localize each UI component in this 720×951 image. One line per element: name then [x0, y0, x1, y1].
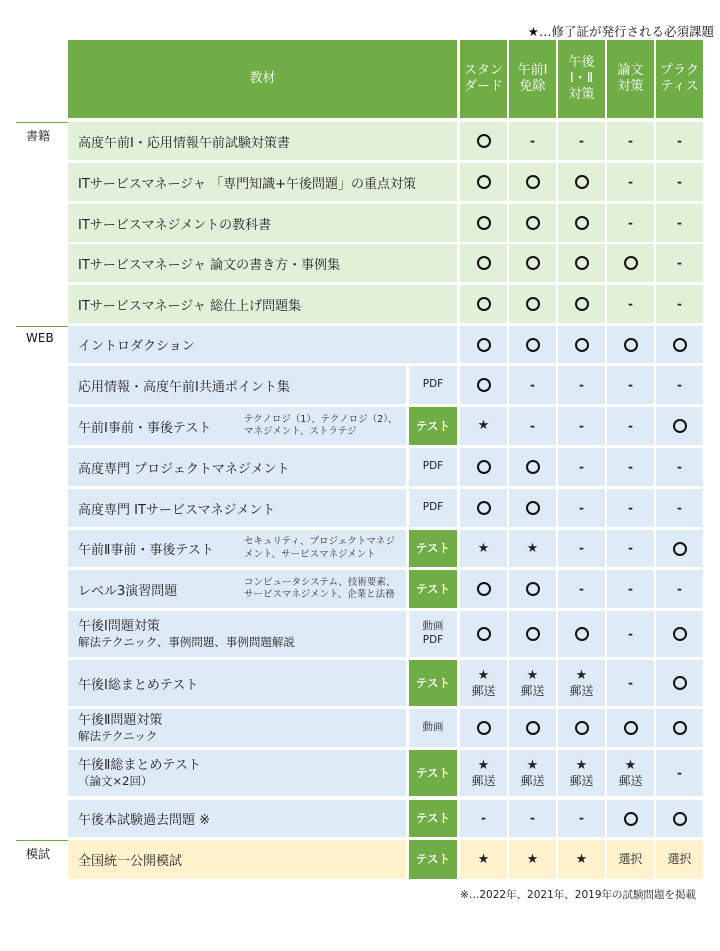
format-tag: PDF — [409, 366, 457, 404]
star-mark-icon: ★ — [526, 668, 539, 683]
dash-mark: - — [628, 174, 633, 189]
mark-cell-col-4 — [656, 840, 703, 879]
mark-cell-col-1 — [509, 163, 556, 201]
material-title-lines — [78, 619, 295, 650]
material-title: 午前Ⅱ事前・事後テスト — [68, 530, 240, 567]
mark-cell-col-4 — [656, 204, 703, 242]
dash-mark: - — [530, 418, 535, 433]
mark-cell-col-4 — [656, 660, 703, 706]
mark-cell-col-0 — [460, 285, 507, 323]
circle-mark-icon — [477, 378, 491, 392]
circle-mark-icon — [477, 338, 491, 352]
material-topics: セキュリティ、プロジェクトマネジメント、サービスマネジメント — [240, 530, 406, 567]
dash-mark: - — [579, 581, 584, 596]
circle-mark-icon — [526, 627, 540, 641]
header-col-0 — [460, 40, 507, 118]
mark-cell-col-1 — [509, 709, 556, 747]
dash-mark: - — [677, 377, 682, 392]
mark-cell-col-4 — [656, 163, 703, 201]
mark-text: 選択 — [618, 852, 643, 867]
mark-cell-col-0 — [460, 244, 507, 282]
mark-text: 郵送 — [569, 683, 594, 698]
circle-mark-icon — [575, 175, 589, 189]
material-title-main: 午後Ⅱ問題対策 — [78, 712, 163, 728]
dash-mark: - — [628, 626, 633, 641]
material-topics: テクノロジ（1）、テクノロジ（2）、マネジメント、ストラテジ — [240, 407, 406, 445]
dash-mark: - — [628, 541, 633, 556]
mark-cell-col-2 — [558, 660, 605, 706]
circle-mark-icon — [477, 721, 491, 735]
mark-cell-col-0 — [460, 366, 507, 404]
dash-mark: - — [579, 133, 584, 148]
dash-mark: - — [579, 811, 584, 826]
circle-mark-icon — [575, 338, 589, 352]
header-col-2 — [558, 40, 605, 118]
dash-mark: - — [628, 500, 633, 515]
mark-cell-col-3 — [607, 570, 654, 608]
mark-cell-col-3 — [607, 326, 654, 363]
dash-mark: - — [628, 418, 633, 433]
star-mark-icon: ★ — [575, 851, 588, 867]
material-title: 高度午前Ⅰ・応用情報午前試験対策書 — [68, 122, 457, 160]
circle-mark-icon — [673, 676, 687, 690]
mark-cell-col-4 — [656, 366, 703, 404]
section-label-web: WEB — [16, 326, 68, 346]
material-title-main: 午後Ⅱ総まとめテスト — [78, 757, 201, 773]
dash-mark: - — [677, 500, 682, 515]
mark-cell-col-4 — [656, 285, 703, 323]
mark-cell-col-0 — [460, 530, 507, 567]
dash-mark: - — [530, 811, 535, 826]
mark-cell-col-0 — [460, 709, 507, 747]
material-title: ITサービスマネージャ 総仕上げ問題集 — [68, 285, 457, 323]
header-col-line: 対策 — [617, 79, 644, 94]
format-tag: 動画 PDF — [409, 611, 457, 657]
star-mark-icon: ★ — [526, 540, 539, 556]
mark-text: 郵送 — [471, 683, 496, 698]
circle-mark-icon — [575, 721, 589, 735]
format-tag: テスト — [409, 660, 457, 706]
mark-text: 郵送 — [471, 773, 496, 788]
circle-mark-icon — [526, 216, 540, 230]
mark-cell-col-4 — [656, 709, 703, 747]
mark-cell-col-1 — [509, 660, 556, 706]
mark-cell-col-3 — [607, 163, 654, 201]
dash-mark: - — [628, 675, 633, 690]
mark-cell-col-3 — [607, 244, 654, 282]
mark-cell-col-1 — [509, 489, 556, 527]
dash-mark: - — [579, 541, 584, 556]
dash-mark: - — [481, 811, 486, 826]
legend-note: ★…修了証が発行される必須課題 — [527, 24, 714, 39]
mark-cell-col-0 — [460, 570, 507, 608]
circle-mark-icon — [673, 812, 687, 826]
dash-mark: - — [628, 581, 633, 596]
material-title-lines — [78, 713, 162, 744]
circle-mark-icon — [526, 297, 540, 311]
mark-cell-col-2 — [558, 709, 605, 747]
mark-cell-col-2 — [558, 204, 605, 242]
header-col-line: Ⅰ・Ⅱ — [569, 70, 594, 86]
material-title: 全国統一公開模試 — [68, 840, 406, 879]
mark-cell-col-0 — [460, 163, 507, 201]
dash-mark: - — [579, 459, 584, 474]
dash-mark: - — [628, 133, 633, 148]
format-tag: PDF — [409, 448, 457, 486]
mark-cell-col-1 — [509, 326, 556, 363]
circle-mark-icon — [575, 256, 589, 270]
circle-mark-icon — [477, 582, 491, 596]
format-tag: テスト — [409, 840, 457, 879]
mark-cell-col-3 — [607, 285, 654, 323]
dash-mark: - — [530, 377, 535, 392]
dash-mark: - — [677, 765, 682, 780]
mark-cell-col-4 — [656, 448, 703, 486]
mark-cell-col-2 — [558, 489, 605, 527]
dash-mark: - — [628, 296, 633, 311]
mark-cell-col-2 — [558, 163, 605, 201]
material-title: レベル3演習問題 — [68, 570, 240, 608]
dash-mark: - — [677, 255, 682, 270]
section-label-mock: 模試 — [16, 840, 68, 860]
mark-text: 郵送 — [520, 683, 545, 698]
circle-mark-icon — [477, 627, 491, 641]
mark-cell-col-1 — [509, 244, 556, 282]
material-title — [68, 611, 406, 657]
footnote: ※…2022年、2021年、2019年の試験問題を掲載 — [460, 889, 696, 901]
circle-mark-icon — [673, 721, 687, 735]
material-title-lines — [78, 758, 201, 789]
mark-cell-col-0 — [460, 204, 507, 242]
mark-cell-col-1 — [509, 611, 556, 657]
mark-cell-col-0 — [460, 326, 507, 363]
mark-cell-col-2 — [558, 366, 605, 404]
circle-mark-icon — [526, 721, 540, 735]
mark-cell-col-0 — [460, 448, 507, 486]
mark-cell-col-1 — [509, 448, 556, 486]
header-col-line: 論文 — [617, 62, 644, 78]
material-title: 高度専門 プロジェクトマネジメント — [68, 448, 406, 486]
dash-mark: - — [677, 174, 682, 189]
mark-cell-col-2 — [558, 285, 605, 323]
section-label-books: 書籍 — [16, 122, 68, 142]
format-tag: 動画 — [409, 709, 457, 747]
circle-mark-icon — [526, 501, 540, 515]
format-tag: PDF — [409, 489, 457, 527]
star-mark-icon: ★ — [624, 758, 637, 773]
mark-cell-col-4 — [656, 611, 703, 657]
header-col-line: 免除 — [519, 79, 546, 94]
header-col-3 — [607, 40, 654, 118]
circle-mark-icon — [477, 134, 491, 148]
header-col-line: ティス — [660, 79, 699, 94]
circle-mark-icon — [526, 460, 540, 474]
mark-cell-col-0 — [460, 660, 507, 706]
mark-cell-col-4 — [656, 570, 703, 608]
mark-text: 選択 — [667, 852, 692, 867]
circle-mark-icon — [624, 338, 638, 352]
mark-cell-col-3 — [607, 366, 654, 404]
circle-mark-icon — [526, 582, 540, 596]
material-title: 午前Ⅰ事前・事後テスト — [68, 407, 240, 445]
mark-cell-col-3 — [607, 660, 654, 706]
material-title: 午後Ⅰ総まとめテスト — [68, 660, 406, 706]
header-material: 教材 — [68, 40, 457, 118]
dash-mark: - — [677, 133, 682, 148]
header-col-1 — [509, 40, 556, 118]
mark-cell-col-2 — [558, 530, 605, 567]
material-title-detail: （論文×2回） — [78, 773, 153, 788]
mark-cell-col-2 — [558, 840, 605, 879]
format-tag: テスト — [409, 530, 457, 567]
mark-cell-col-2 — [558, 326, 605, 363]
material-title-detail: 解法テクニック — [78, 728, 158, 743]
circle-mark-icon — [673, 542, 687, 556]
mark-cell-col-2 — [558, 800, 605, 837]
material-title-main: 午後Ⅰ問題対策 — [78, 618, 160, 634]
header-col-line: プラク — [659, 62, 699, 78]
format-tag: テスト — [409, 407, 457, 445]
dash-mark: - — [677, 215, 682, 230]
format-tag: テスト — [409, 570, 457, 608]
material-title: ITサービスマネージャ 論文の書き方・事例集 — [68, 244, 457, 282]
format-tag: テスト — [409, 750, 457, 796]
circle-mark-icon — [673, 627, 687, 641]
star-mark-icon: ★ — [477, 668, 490, 683]
mark-cell-col-4 — [656, 530, 703, 567]
circle-mark-icon — [477, 175, 491, 189]
circle-mark-icon — [526, 175, 540, 189]
mark-cell-col-1 — [509, 122, 556, 160]
dash-mark: - — [530, 133, 535, 148]
mark-cell-col-2 — [558, 448, 605, 486]
circle-mark-icon — [624, 812, 638, 826]
header-col-line: 対策 — [568, 87, 595, 103]
circle-mark-icon — [575, 216, 589, 230]
mark-text: 郵送 — [520, 773, 545, 788]
star-mark-icon: ★ — [575, 668, 588, 683]
mark-cell-col-2 — [558, 570, 605, 608]
circle-mark-icon — [526, 256, 540, 270]
dash-mark: - — [677, 296, 682, 311]
mark-cell-col-4 — [656, 800, 703, 837]
circle-mark-icon — [673, 419, 687, 433]
mark-cell-col-4 — [656, 244, 703, 282]
star-mark-icon: ★ — [575, 758, 588, 773]
mark-cell-col-3 — [607, 530, 654, 567]
mark-cell-col-3 — [607, 709, 654, 747]
mark-cell-col-0 — [460, 611, 507, 657]
dash-mark: - — [677, 459, 682, 474]
dash-mark: - — [628, 459, 633, 474]
mark-cell-col-0 — [460, 489, 507, 527]
header-col-4 — [656, 40, 703, 118]
material-topics: コンピュータシステム、技術要素、サービスマネジメント、企業と法務 — [240, 570, 406, 608]
mark-cell-col-2 — [558, 244, 605, 282]
material-title-detail: 解法テクニック、事例問題、事例問題解説 — [78, 634, 295, 649]
mark-cell-col-0 — [460, 800, 507, 837]
star-mark-icon: ★ — [477, 540, 490, 556]
circle-mark-icon — [477, 460, 491, 474]
mark-cell-col-0 — [460, 750, 507, 796]
material-title: 高度専門 ITサービスマネジメント — [68, 489, 406, 527]
mark-cell-col-3 — [607, 750, 654, 796]
header-col-line: ダード — [463, 79, 503, 94]
mark-cell-col-1 — [509, 530, 556, 567]
mark-cell-col-2 — [558, 407, 605, 445]
material-title — [68, 750, 406, 796]
header-col-line: 午前Ⅰ — [517, 62, 548, 78]
dash-mark: - — [579, 500, 584, 515]
circle-mark-icon — [477, 297, 491, 311]
mark-cell-col-3 — [607, 407, 654, 445]
circle-mark-icon — [624, 721, 638, 735]
mark-cell-col-3 — [607, 840, 654, 879]
mark-cell-col-1 — [509, 840, 556, 879]
mark-cell-col-3 — [607, 204, 654, 242]
material-title — [68, 709, 406, 747]
mark-cell-col-3 — [607, 489, 654, 527]
mark-cell-col-1 — [509, 204, 556, 242]
dash-mark: - — [677, 581, 682, 596]
mark-cell-col-0 — [460, 840, 507, 879]
mark-cell-col-3 — [607, 122, 654, 160]
mark-cell-col-4 — [656, 326, 703, 363]
mark-cell-col-4 — [656, 750, 703, 796]
mark-cell-col-2 — [558, 750, 605, 796]
circle-mark-icon — [575, 297, 589, 311]
mark-cell-col-3 — [607, 611, 654, 657]
mark-cell-col-1 — [509, 285, 556, 323]
material-title: イントロダクション — [68, 326, 457, 363]
dash-mark: - — [628, 377, 633, 392]
material-title: ITサービスマネジメントの教科書 — [68, 204, 457, 242]
circle-mark-icon — [575, 627, 589, 641]
mark-cell-col-0 — [460, 407, 507, 445]
mark-cell-col-1 — [509, 366, 556, 404]
mark-text: 郵送 — [618, 773, 643, 788]
mark-cell-col-4 — [656, 407, 703, 445]
material-title: 午後本試験過去問題 ※ — [68, 800, 406, 837]
star-mark-icon: ★ — [526, 758, 539, 773]
mark-cell-col-2 — [558, 122, 605, 160]
circle-mark-icon — [624, 256, 638, 270]
mark-cell-col-1 — [509, 750, 556, 796]
mark-cell-col-4 — [656, 122, 703, 160]
mark-cell-col-3 — [607, 800, 654, 837]
mark-cell-col-0 — [460, 122, 507, 160]
dash-mark: - — [579, 418, 584, 433]
dash-mark: - — [579, 377, 584, 392]
mark-cell-col-4 — [656, 489, 703, 527]
star-mark-icon: ★ — [477, 758, 490, 773]
star-mark-icon: ★ — [477, 418, 490, 434]
format-tag: テスト — [409, 800, 457, 837]
circle-mark-icon — [673, 338, 687, 352]
dash-mark: - — [628, 215, 633, 230]
mark-cell-col-2 — [558, 611, 605, 657]
circle-mark-icon — [526, 338, 540, 352]
mark-cell-col-1 — [509, 800, 556, 837]
star-mark-icon: ★ — [477, 851, 490, 867]
header-col-line: スタン — [463, 62, 503, 78]
mark-text: 郵送 — [569, 773, 594, 788]
circle-mark-icon — [477, 216, 491, 230]
mark-cell-col-1 — [509, 570, 556, 608]
mark-cell-col-1 — [509, 407, 556, 445]
circle-mark-icon — [477, 256, 491, 270]
material-title: 応用情報・高度午前Ⅰ共通ポイント集 — [68, 366, 406, 404]
star-mark-icon: ★ — [526, 851, 539, 867]
material-title: ITサービスマネージャ 「専門知識+午後問題」の重点対策 — [68, 163, 457, 201]
header-col-line: 午後 — [568, 54, 595, 70]
circle-mark-icon — [477, 501, 491, 515]
mark-cell-col-3 — [607, 448, 654, 486]
